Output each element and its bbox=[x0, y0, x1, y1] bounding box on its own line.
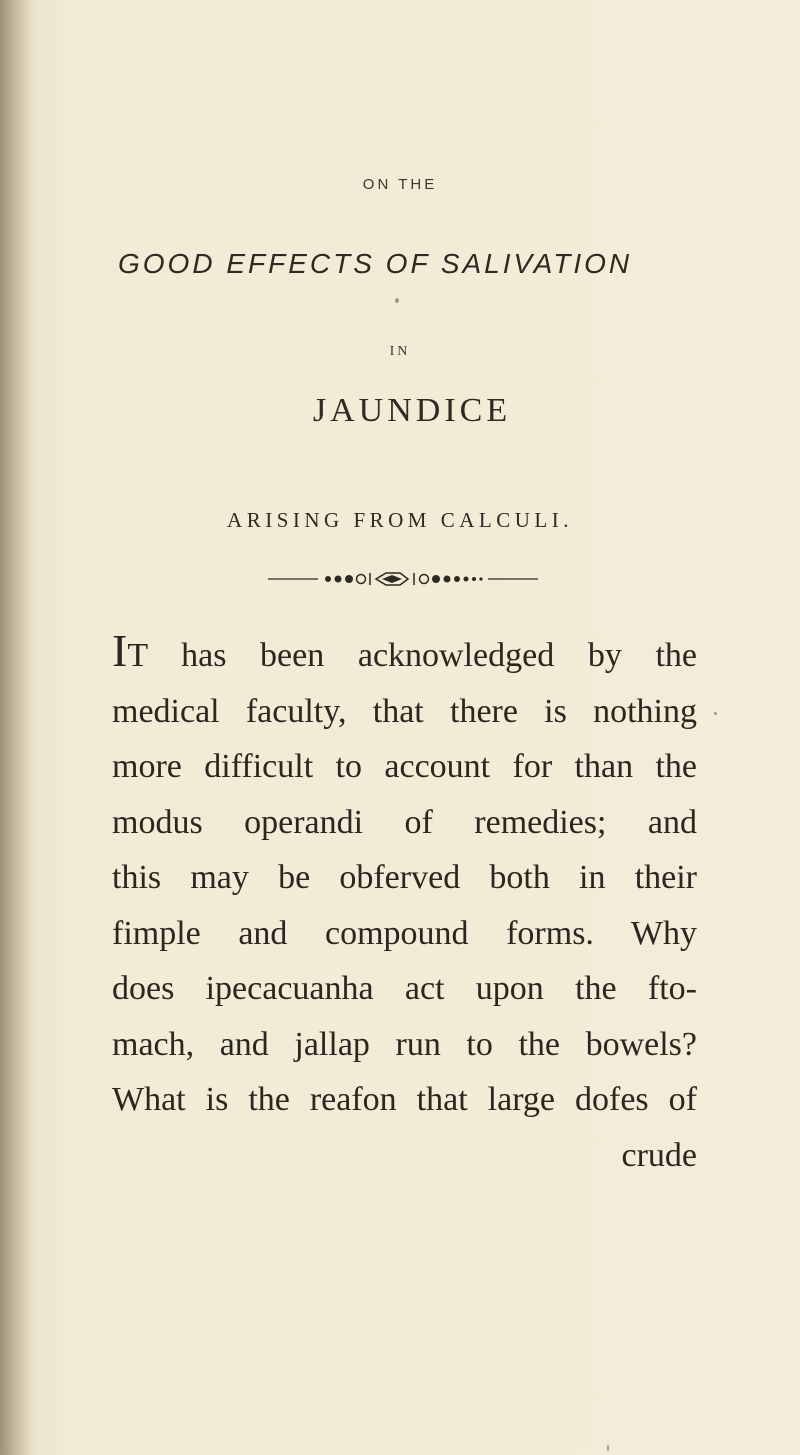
text-line-5: this may be obferved both in their bbox=[112, 859, 697, 896]
heading-subtitle: ARISING FROM CALCULI. bbox=[227, 508, 573, 532]
text-line-3: more difficult to account for than the bbox=[112, 748, 697, 785]
text-line-2: medical faculty, that there is nothing bbox=[112, 692, 697, 730]
drop-cap: I bbox=[112, 625, 128, 676]
ornamental-rule-icon bbox=[268, 572, 538, 586]
text-line-7: does ipecacuanha act upon the fto- bbox=[112, 970, 697, 1007]
ink-speck bbox=[607, 1445, 609, 1451]
page-gutter-shadow bbox=[0, 0, 30, 1455]
heading-in: IN bbox=[389, 344, 411, 359]
text-line-6: fimple and compound forms. Why bbox=[112, 914, 697, 952]
ink-speck bbox=[714, 712, 717, 715]
text-line-4: modus operandi of remedies; and bbox=[112, 803, 697, 841]
ink-speck bbox=[395, 298, 399, 303]
chapter-title: GOOD EFFECTS OF SALIVATION bbox=[118, 248, 633, 279]
text-line-1 bbox=[112, 625, 697, 684]
text-line-8: mach, and jallap run to the bowels? bbox=[112, 1025, 697, 1063]
text-line-1-rest: T has been acknowledged by the bbox=[127, 637, 697, 674]
heading-subject: JAUNDICE bbox=[312, 392, 512, 429]
text-line-9: What is the reafon that large dofes of bbox=[112, 1081, 697, 1118]
catchword: crude bbox=[621, 1136, 697, 1174]
body-paragraph bbox=[112, 625, 697, 1183]
heading-on-the: ON THE bbox=[362, 176, 438, 193]
